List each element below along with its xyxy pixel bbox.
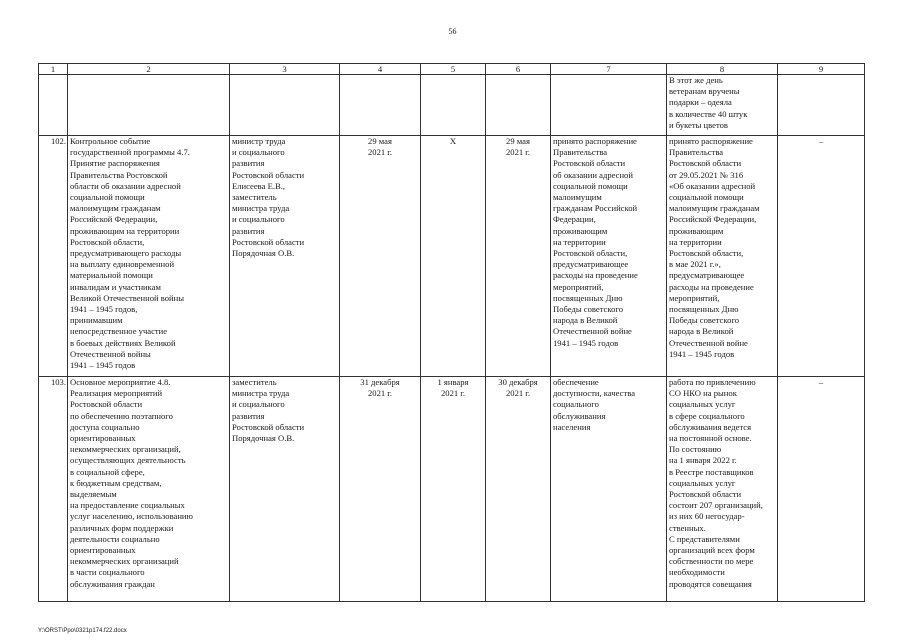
- text-line: Правительства: [553, 147, 608, 158]
- text-line: социальной помощи: [70, 192, 145, 203]
- table-cell: [551, 75, 667, 136]
- text-line: проживающим: [553, 225, 608, 236]
- event-name-cell: [68, 136, 230, 377]
- actual-result-cell: [667, 136, 778, 377]
- header-cell: 7: [551, 64, 667, 75]
- text-line: 2021 г.: [505, 147, 531, 158]
- text-line: Реализация мероприятий: [70, 388, 163, 399]
- text-line: Отечественной войны: [70, 348, 151, 359]
- text-line: заместитель: [232, 377, 277, 387]
- text-line: на территории: [553, 236, 606, 247]
- text-line: 2021 г.: [367, 388, 393, 399]
- text-line: 2021 г.: [505, 388, 531, 399]
- text-line: Победы советского: [669, 315, 740, 326]
- text-line: 1941 – 1945 годов: [70, 360, 136, 371]
- text-line: обеспечение: [553, 377, 599, 387]
- text-line: в количестве 40 штук: [669, 108, 748, 119]
- table-cell: [486, 75, 551, 136]
- header-cell: 6: [486, 64, 551, 75]
- text-line: доступности, качества: [553, 388, 636, 399]
- text-line: В этот же день: [669, 75, 723, 85]
- table-row: [39, 136, 865, 377]
- text-line: Принятие распоряжения: [70, 158, 160, 169]
- planned-date-cell: [340, 136, 421, 377]
- file-path-footer: Y:\ORST\Ppo\0321p174.f22.docx: [38, 628, 127, 634]
- note-cell: [778, 136, 865, 377]
- start-date-cell: [421, 377, 486, 602]
- text-line: различных форм поддержки: [70, 522, 174, 533]
- text-line: 1941 – 1945 годов: [669, 348, 735, 359]
- table-cell: [340, 75, 421, 136]
- text-line: Ростовской области: [669, 158, 742, 169]
- text-line: некоммерческих организаций: [70, 556, 179, 567]
- text-line: Порядочная О.В.: [232, 433, 295, 444]
- text-line: Отечественной войне: [669, 337, 748, 348]
- text-line: на выплату единовременной: [70, 259, 175, 270]
- text-line: Елисеева Е.В.,: [232, 180, 286, 191]
- text-line: на 1 января 2022 г.: [669, 455, 737, 466]
- text-line: принимавшим: [70, 315, 123, 326]
- text-line: малоимущим: [553, 192, 602, 203]
- text-line: малоимущим гражданам: [669, 203, 760, 214]
- text-line: принято распоряжение: [553, 136, 637, 146]
- text-line: в Реестре поставщиков: [669, 466, 754, 477]
- text-line: государственной программы 4.7.: [70, 147, 190, 158]
- text-line: «Об оказании адресной: [669, 180, 756, 191]
- continuation-result-cell: [667, 75, 778, 136]
- text-line: Порядочная О.В.: [232, 248, 295, 259]
- text-line: и социального: [232, 399, 285, 410]
- text-line: населения: [553, 421, 591, 432]
- text-line: социальной помощи: [669, 192, 744, 203]
- text-line: 2021 г.: [367, 147, 393, 158]
- text-line: в части социального: [70, 567, 145, 578]
- responsible-cell: [230, 377, 340, 602]
- text-line: Правительства Ростовской: [70, 169, 168, 180]
- end-date-cell: [486, 377, 551, 602]
- text-line: Х: [449, 136, 457, 146]
- text-line: 30 декабря: [498, 377, 538, 387]
- text-line: от 29.05.2021 № 316: [669, 169, 744, 180]
- text-line: инвалидам и участникам: [70, 281, 161, 292]
- text-line: посвященных Дню: [553, 292, 623, 303]
- text-line: материальной помощи: [70, 270, 153, 281]
- text-line: услуг населению, использованию: [70, 511, 193, 522]
- row-number: 103.: [39, 377, 68, 602]
- text-line: на территории: [669, 236, 722, 247]
- text-line: мероприятий,: [553, 281, 604, 292]
- text-line: по обеспечению поэтапного: [70, 410, 173, 421]
- end-date-cell: [486, 136, 551, 377]
- text-line: предусматривающее: [669, 270, 745, 281]
- text-line: ориентированных: [70, 433, 136, 444]
- text-line: и букеты цветов: [669, 119, 728, 130]
- text-line: Контрольное событие: [70, 136, 151, 146]
- text-line: социальной помощи: [553, 180, 628, 191]
- text-line: работа по привлечению: [669, 377, 756, 387]
- text-line: По состоянию: [669, 444, 722, 455]
- text-line: обслуживания граждан: [70, 578, 155, 589]
- text-line: министр труда: [232, 136, 286, 146]
- text-line: Основное мероприятие 4.8.: [70, 377, 171, 387]
- text-line: в социальной сфере,: [70, 466, 145, 477]
- text-line: посвященных Дню: [669, 304, 739, 315]
- text-line: проживающим: [669, 225, 724, 236]
- text-line: обслуживания: [553, 410, 606, 421]
- text-line: в боевых действиях Великой: [70, 337, 176, 348]
- table-cell: [68, 75, 230, 136]
- text-line: ветеранам вручены: [669, 86, 740, 97]
- table-row-continuation: [39, 75, 865, 136]
- note-cell: [778, 377, 865, 602]
- text-line: расходы на проведение: [553, 270, 638, 281]
- text-line: в сфере социального: [669, 410, 745, 421]
- text-line: принято распоряжение: [669, 136, 753, 146]
- text-line: выделяемым: [70, 489, 117, 500]
- text-line: развития: [232, 410, 265, 421]
- text-line: Федерации,: [553, 214, 596, 225]
- text-line: Ростовской области: [553, 158, 626, 169]
- text-line: осуществляющих деятельность: [70, 455, 186, 466]
- text-line: малоимущим гражданам: [70, 203, 161, 214]
- header-cell: 5: [421, 64, 486, 75]
- text-line: об оказании адресной: [553, 169, 633, 180]
- text-line: предусматривающего расходы: [70, 248, 182, 259]
- header-cell: 2: [68, 64, 230, 75]
- start-date-cell: [421, 136, 486, 377]
- table-cell: [778, 75, 865, 136]
- row-number: 102.: [39, 136, 68, 377]
- text-line: организаций всех форм: [669, 545, 755, 556]
- text-line: подарки – одеяла: [669, 97, 732, 108]
- text-line: Великой Отечественной войны: [70, 292, 185, 303]
- text-line: Ростовской области: [70, 399, 143, 410]
- text-line: СО НКО на рынок: [669, 388, 737, 399]
- text-line: обслуживания ведется: [669, 421, 752, 432]
- text-line: гражданам Российской: [553, 203, 638, 214]
- text-line: развития: [232, 158, 265, 169]
- text-line: Правительства: [669, 147, 724, 158]
- text-line: собственности по мере: [669, 556, 754, 567]
- text-line: ственных.: [669, 522, 706, 533]
- text-line: Ростовской области,: [553, 248, 628, 259]
- text-line: Отечественной войне: [553, 326, 632, 337]
- text-line: на предоставление социальных: [70, 500, 185, 511]
- text-line: социальных услуг: [669, 399, 736, 410]
- text-line: Ростовской области: [669, 489, 742, 500]
- header-cell: 3: [230, 64, 340, 75]
- text-line: Ростовской области: [232, 169, 305, 180]
- text-line: С представителями: [669, 533, 740, 544]
- text-line: социальных услуг: [669, 477, 736, 488]
- text-line: и социального: [232, 214, 285, 225]
- expected-result-cell: [551, 377, 667, 602]
- text-line: Российской Федерации,: [70, 214, 158, 225]
- text-line: 2021 г.: [440, 388, 466, 399]
- text-line: мероприятий,: [669, 292, 720, 303]
- text-line: ориентированных: [70, 545, 136, 556]
- text-line: Ростовской области: [232, 236, 305, 247]
- event-name-cell: [68, 377, 230, 602]
- page-number: 56: [448, 27, 457, 36]
- text-line: состоит 207 организаций,: [669, 500, 763, 511]
- text-line: проводятся совещания: [669, 578, 752, 589]
- text-line: деятельности социально: [70, 533, 160, 544]
- text-line: 1 января: [437, 377, 469, 387]
- text-line: и социального: [232, 147, 285, 158]
- table-cell: [230, 75, 340, 136]
- text-line: министра труда: [232, 388, 290, 399]
- text-line: некоммерческих организаций,: [70, 444, 181, 455]
- table-cell: [39, 75, 68, 136]
- text-line: из них 60 негосудар-: [669, 511, 745, 522]
- header-cell: 1: [39, 64, 68, 75]
- table-cell: [421, 75, 486, 136]
- text-line: Российской Федерации,: [669, 214, 757, 225]
- text-line: –: [818, 377, 824, 387]
- planned-date-cell: [340, 377, 421, 602]
- text-line: на постоянной основе.: [669, 433, 752, 444]
- text-line: социального: [553, 399, 599, 410]
- text-line: предусматривающее: [553, 259, 629, 270]
- text-line: проживающим на территории: [70, 225, 180, 236]
- header-cell: 9: [778, 64, 865, 75]
- text-line: Ростовской области,: [669, 248, 744, 259]
- text-line: расходы на проведение: [669, 281, 754, 292]
- text-line: развития: [232, 225, 265, 236]
- actual-result-cell: [667, 377, 778, 602]
- text-line: к бюджетным средствам,: [70, 477, 162, 488]
- text-line: 1941 – 1945 годов: [553, 337, 619, 348]
- text-line: заместитель: [232, 192, 277, 203]
- text-line: народа в Великой: [669, 326, 734, 337]
- header-cell: 8: [667, 64, 778, 75]
- header-row: [39, 64, 865, 75]
- text-line: 29 мая: [368, 136, 392, 146]
- text-line: области об оказании адресной: [70, 180, 181, 191]
- text-line: 29 мая: [506, 136, 530, 146]
- expected-result-cell: [551, 136, 667, 377]
- text-line: непосредственное участие: [70, 326, 168, 337]
- text-line: 31 декабря: [360, 377, 400, 387]
- text-line: Победы советского: [553, 304, 624, 315]
- report-table: [38, 63, 865, 602]
- text-line: Ростовской области,: [70, 236, 145, 247]
- table-row: [39, 377, 865, 602]
- responsible-cell: [230, 136, 340, 377]
- text-line: –: [818, 136, 824, 146]
- text-line: 1941 – 1945 годов,: [70, 304, 138, 315]
- text-line: доступа социально: [70, 421, 140, 432]
- text-line: в мае 2021 г.»,: [669, 259, 721, 270]
- text-line: Ростовской области: [232, 421, 305, 432]
- text-line: министра труда: [232, 203, 290, 214]
- text-line: необходимости: [669, 567, 725, 578]
- text-line: народа в Великой: [553, 315, 618, 326]
- header-cell: 4: [340, 64, 421, 75]
